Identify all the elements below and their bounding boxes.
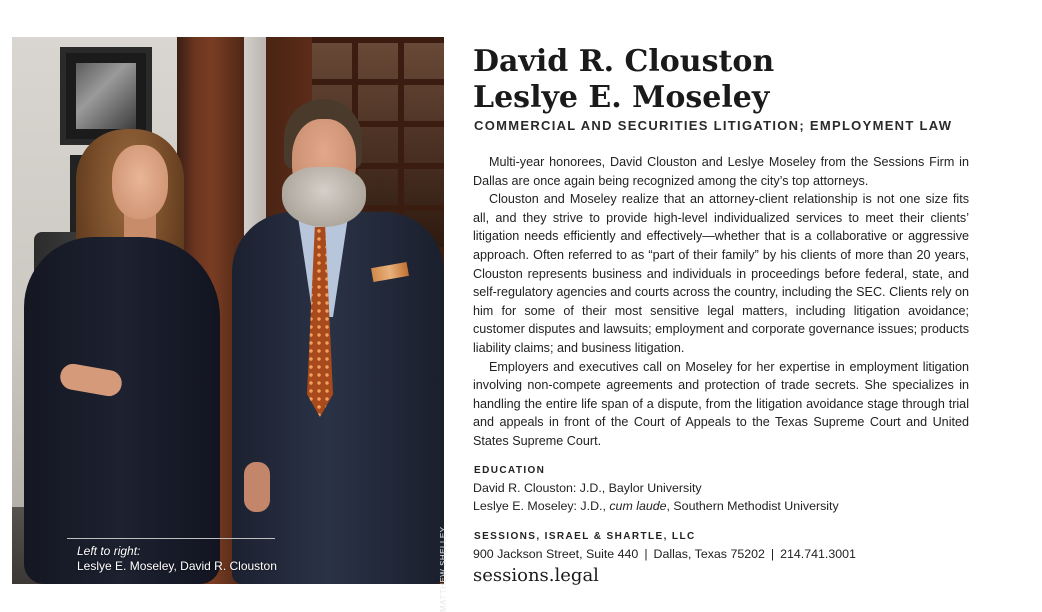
caption-lead: Left to right: (77, 544, 141, 558)
education-line-moseley (473, 497, 839, 515)
firm-city: Dallas, Texas 75202 (653, 547, 765, 561)
education-prefix: Leslye E. Moseley: J.D., (473, 499, 610, 513)
attorney-name-1: David R. Clouston (473, 44, 775, 79)
man-hand (244, 462, 270, 512)
education-heading: EDUCATION (474, 465, 546, 476)
woman-dress (24, 237, 220, 584)
education-honor: cum laude (609, 499, 667, 513)
bio-text (473, 153, 969, 451)
practice-areas: COMMERCIAL AND SECURITIES LITIGATION; EMPLOYMENT LAW (474, 118, 953, 133)
woman-face (112, 145, 168, 219)
firm-phone: 214.741.3001 (780, 547, 856, 561)
bio-paragraph: Clouston and Moseley realize that an attorney-client relationship is not one size fits all, and they strive to provide high-level individualized services to meet their clients’ litigation needs efficiently and effectively—whether that is a collaborative or aggressive approach. Often referred to as “part of their family” by his clients of more than 20 years, Clouston represents business and individuals in proceedings before federal, state, and self-regulatory agencies and courts across the country, including the SEC. Clients rely on him for some of their most sensitive legal matters, including litigation avoidance; customer disputes and lawsuits; employment and corporate governance issues; products liability claims; and business litigation. (473, 192, 969, 355)
bio-paragraph: Employers and executives call on Moseley for her expertise in employment litigation involving non-compete agreements and protection of trade secrets. She specializes in handling the entire life span of a dispute, from the litigation avoidance stage through trial and appeals in front of the Court of Appeals to the Texas Supreme Court and United States Supreme Court. (473, 359, 969, 448)
firm-contact-line (473, 545, 856, 563)
photo-caption (77, 544, 277, 574)
caption-names: Leslye E. Moseley, David R. Clouston (77, 559, 277, 573)
separator: | (770, 547, 775, 561)
caption-rule (67, 538, 275, 539)
separator: | (644, 547, 648, 561)
bio-paragraph: Multi-year honorees, David Clouston and Leslye Moseley from the Sessions Firm in Dallas are once again being recognized among the city’s top attorneys. (473, 155, 969, 188)
attorney-names (473, 44, 774, 116)
firm-website-link[interactable]: sessions.legal (473, 565, 599, 586)
firm-address: 900 Jackson Street, Suite 440 (473, 547, 639, 561)
firm-heading: SESSIONS, ISRAEL & SHARTLE, LLC (474, 531, 696, 542)
education-suffix: , Southern Methodist University (666, 499, 839, 513)
attorney-name-2: Leslye E. Moseley (473, 80, 770, 115)
man-beard (282, 167, 366, 227)
portrait-photo (12, 37, 448, 612)
education-line-clouston: David R. Clouston: J.D., Baylor University (473, 481, 702, 495)
photo-credit: MATTHEW SHELLEY (439, 526, 448, 612)
